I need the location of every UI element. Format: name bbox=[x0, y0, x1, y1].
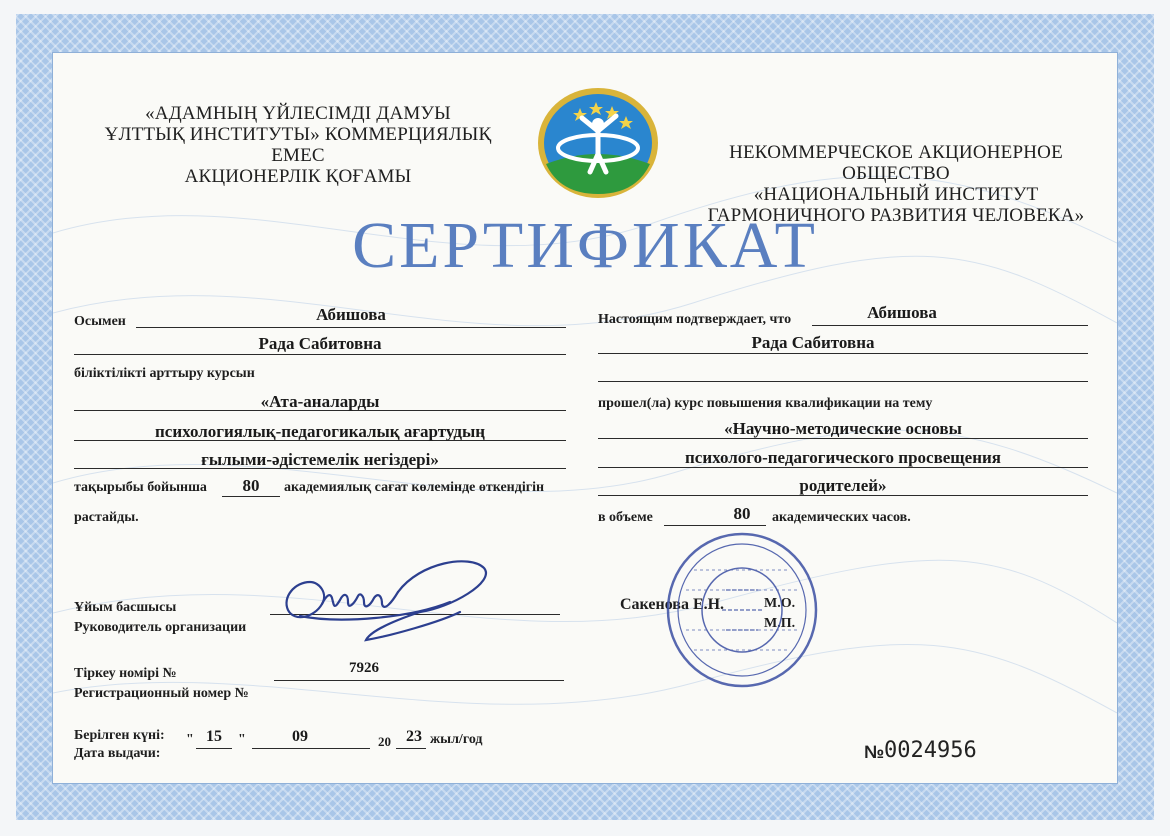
label-head-ru: Руководитель организации bbox=[74, 620, 247, 635]
header-kz bbox=[88, 103, 508, 187]
given-names-ru: Рада Сабитовна bbox=[751, 333, 875, 352]
underline bbox=[196, 748, 232, 749]
course-kz-line: ғылыми-әдістемелік негіздері» bbox=[201, 450, 439, 469]
label-confirm-ru: Настоящим подтверждает, что bbox=[598, 312, 792, 327]
underline bbox=[812, 325, 1088, 326]
underline bbox=[136, 327, 566, 328]
course-ru-line: «Научно-методические основы bbox=[724, 419, 962, 438]
label-confirm-kz: растайды. bbox=[74, 510, 139, 525]
surname-ru: Абишова bbox=[867, 303, 937, 322]
header-ru-line: ГАРМОНИЧНОГО РАЗВИТИЯ ЧЕЛОВЕКА» bbox=[707, 205, 1085, 226]
course-ru-line: психолого-педагогического просвещения bbox=[685, 448, 1001, 467]
institute-logo-icon bbox=[536, 86, 660, 200]
header-ru-line: НЕКОММЕРЧЕСКОЕ АКЦИОНЕРНОЕ ОБЩЕСТВО bbox=[729, 142, 1063, 184]
header-ru-line: «НАЦИОНАЛЬНЫЙ ИНСТИТУТ bbox=[753, 184, 1039, 205]
given-names-kz: Рада Сабитовна bbox=[258, 334, 382, 353]
serial-label: № bbox=[864, 742, 885, 762]
label-head-kz: Ұйым басшысы bbox=[74, 600, 177, 615]
hours-ru: 80 bbox=[733, 504, 751, 523]
label-volume-ru: в объеме bbox=[598, 510, 653, 525]
underline bbox=[74, 354, 566, 355]
label-date-ru: Дата выдачи: bbox=[74, 746, 161, 761]
course-ru-line: родителей» bbox=[799, 476, 887, 495]
header-kz-line: ҰЛТТЫҚ ИНСТИТУТЫ» КОММЕРЦИЯЛЫҚ ЕМЕС bbox=[104, 124, 492, 166]
label-hours-suffix-kz: академиялық сағат көлемінде өткендігін bbox=[284, 480, 545, 495]
course-kz-line: психологиялық-педагогикалық ағартудың bbox=[154, 422, 486, 441]
serial-number: 0024956 bbox=[884, 738, 977, 763]
issue-year: 23 bbox=[406, 728, 422, 745]
underline bbox=[274, 680, 564, 681]
issue-year-suffix: жыл/год bbox=[430, 732, 483, 747]
underline bbox=[598, 353, 1088, 354]
issue-day: 15 bbox=[206, 728, 222, 745]
label-course-kz: біліктілікті арттыру курсын bbox=[74, 366, 255, 381]
issue-century: 20 bbox=[378, 734, 391, 749]
quote-open: " bbox=[186, 732, 194, 747]
issue-month: 09 bbox=[292, 728, 308, 745]
underline bbox=[252, 748, 370, 749]
certificate-title: СЕРТИФИКАТ bbox=[352, 209, 818, 282]
label-hours-suffix-ru: академических часов. bbox=[772, 510, 911, 525]
hours-kz: 80 bbox=[242, 476, 260, 495]
header-kz-line: АКЦИОНЕРЛІК ҚОҒАМЫ bbox=[184, 166, 412, 187]
underline bbox=[664, 525, 766, 526]
handwritten-signature-icon bbox=[270, 552, 510, 648]
label-date-kz: Берілген күні: bbox=[74, 728, 165, 743]
label-with-kz: Осымен bbox=[74, 314, 126, 329]
registration-number: 7926 bbox=[349, 660, 379, 676]
surname-kz: Абишова bbox=[316, 305, 386, 324]
label-course-ru: прошел(ла) курс повышения квалификации на тему bbox=[598, 396, 933, 411]
official-stamp-icon bbox=[664, 530, 820, 690]
course-kz-line: «Ата-аналарды bbox=[260, 392, 380, 411]
underline bbox=[598, 381, 1088, 382]
underline bbox=[222, 496, 280, 497]
label-reg-kz: Тіркеу номірі № bbox=[74, 666, 177, 681]
label-topic-kz: тақырыбы бойынша bbox=[74, 480, 207, 495]
stamp-place-ru: М.П. bbox=[764, 616, 796, 631]
quote-close: " bbox=[238, 732, 246, 747]
label-reg-ru: Регистрационный номер № bbox=[74, 686, 249, 701]
header-kz-line: «АДАМНЫҢ ҮЙЛЕСІМДІ ДАМУЫ bbox=[145, 103, 451, 124]
stamp-place-kz: М.О. bbox=[764, 596, 796, 611]
underline bbox=[396, 748, 426, 749]
signer-name: Сакенова Е.Н. bbox=[620, 596, 725, 613]
